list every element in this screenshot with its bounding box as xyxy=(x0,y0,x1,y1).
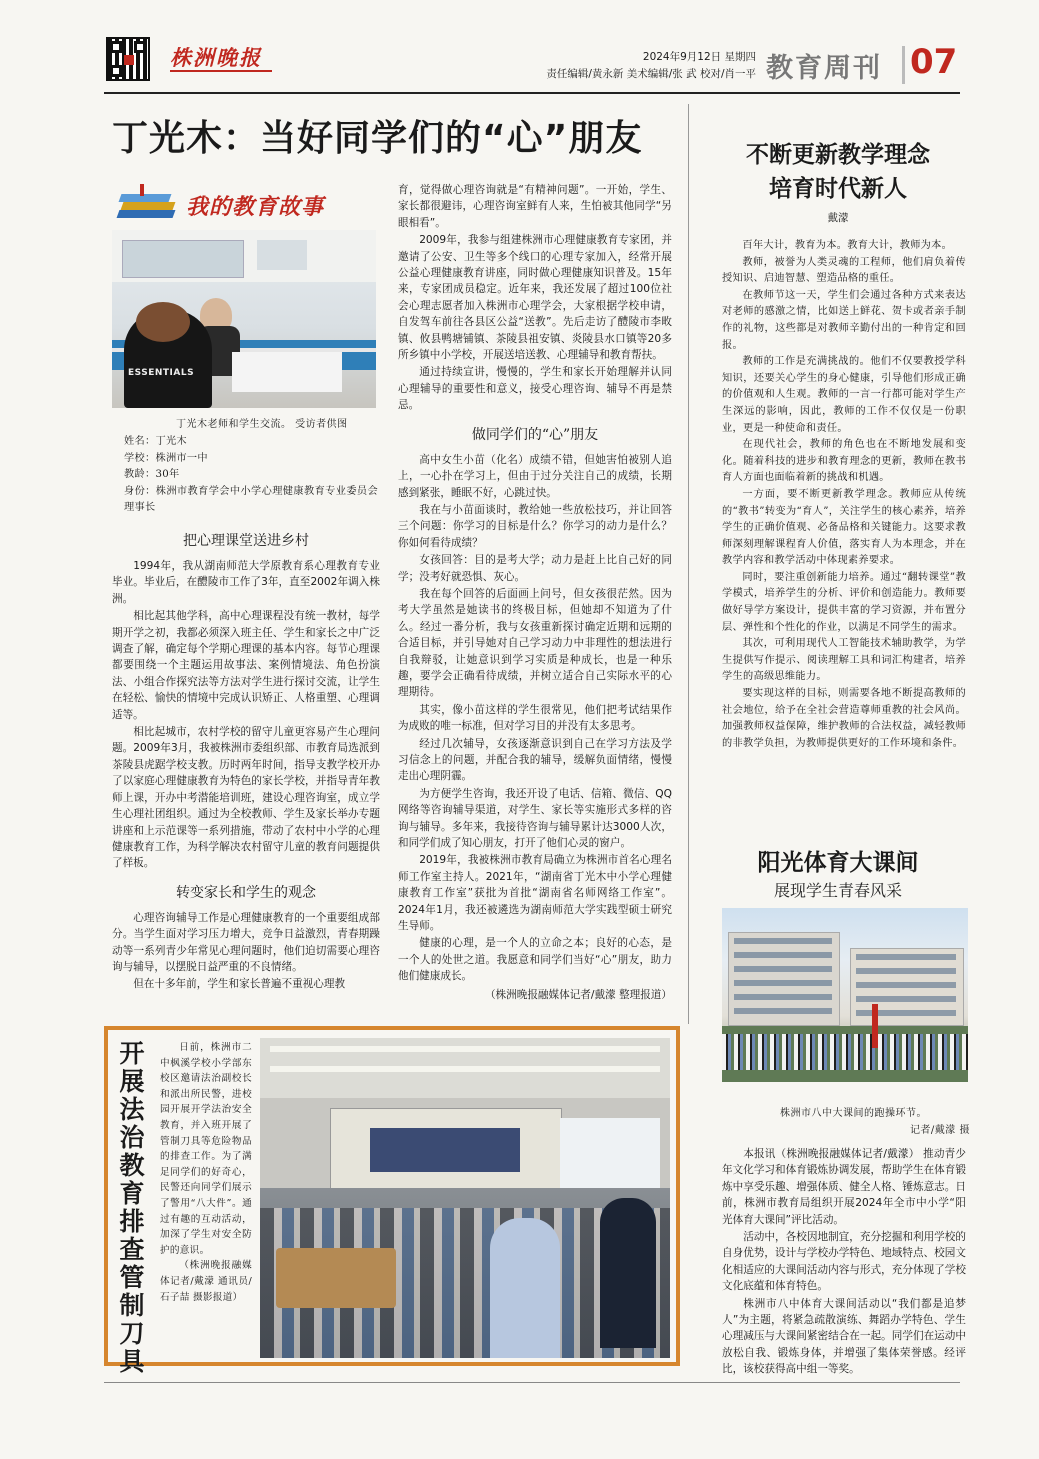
paper-logo: 株洲晚报 xyxy=(170,42,272,72)
paragraph: 一方面，要不断更新教学理念。教师应从传统的“教书”转变为“育人”，关注学生的核心素养，培养学生的正确价值观、必备品格和关键能力。这要求教师深刻理解课程育人价值，落实育人为本理念，并在教学内容和教学活动中体现素养要求。 xyxy=(722,488,966,567)
profile-school: 学校：株洲市一中 xyxy=(124,452,208,464)
paragraph: 本报讯（株洲晚报融媒体记者/戴濛） 推动青少年文化学习和体育锻炼协调发展，帮助学生在体育锻炼中享受乐趣、增强体质、健全人格、锤炼意志。日前，株洲市教育局组织开展2024年全市中小学“阳光体育大课间”评比活动。 xyxy=(722,1148,966,1226)
paragraph: 经过几次辅导，女孩逐渐意识到自己在学习方法及学习信念上的问题，并配合我的辅导，缓解负面情绪，慢慢走出心理阴霾。 xyxy=(398,737,672,783)
paragraph: 2009年，我参与组建株洲市心理健康教育专家团，并邀请了公安、卫生等多个线口的心理专家加入，经常开展公益心理健康教育讲座，同时做心理健康知识普及。15年来，专家团成员稳定。近年来，我还发展了超过100位社会心理志愿者加入株洲市心理学会，大家根据学校申请，自发驾车前往各县区公益“送教”。先后走访了醴陵市李畋镇、攸县鸭塘铺镇、茶陵县祖安镇、炎陵县水口镇等20多所乡镇中小学校，开展送培送教、心理辅导和教育帮扶。 xyxy=(398,234,672,362)
paragraph: 株洲市八中体育大课间活动以“我们都是追梦人”为主题，将紧急疏散演练、舞蹈办学特色、学生心理减压与大课间紧密结合在一起。同学们在运动中放松自我、锻炼身体，并增强了集体荣誉感。经评比，该校获得高中组一等奖。 xyxy=(722,1297,966,1376)
story4-photo xyxy=(722,908,968,1082)
paragraph: 为方便学生咨询，我还开设了电话、信箱、微信、QQ网络等咨询辅导渠道，对学生、家长等实施形式多样的咨询与辅导。多年来，我接待咨询与辅导累计达3000人次，和同学们成了知心朋友，打开了他们心灵的窗户。 xyxy=(398,787,672,850)
story2-headline-line-1: 不断更新教学理念 xyxy=(746,141,930,168)
paragraph: 1994年，我从湖南师范大学原教育系心理教育专业毕业。毕业后，在醴陵市工作了3年，直至2002年调入株洲。 xyxy=(112,560,380,605)
story2-body xyxy=(722,238,966,752)
story3-photo xyxy=(260,1038,670,1358)
story1-photo: ESSENTIALS xyxy=(112,230,376,408)
story4-photo-caption-2: 记者/戴濛 摄 xyxy=(909,1125,970,1136)
profile-box xyxy=(124,434,378,517)
story1-headline: 丁光木：当好同学们的“心”朋友 xyxy=(112,118,643,159)
paragraph: 高中女生小苗（化名）成绩不错，但她害怕被别人追上，一心扑在学习上，但由于过分关注自己的成绩，长期感到紧张，睡眠不好，心跳过快。 xyxy=(398,453,672,499)
paragraph: 日前，株洲市二中枫溪学校小学部东校区邀请法治副校长和派出所民警，进校园开展开学法治安全教育，并入班开展了管制刀具等危险物品的排查工作。为了满足同学们的好奇心，民警还向同学们展示了警用“八大件”。通过有趣的互动活动，加深了学生对安全防护的意识。 xyxy=(160,1042,252,1256)
profile-name: 姓名：丁光木 xyxy=(124,436,187,447)
paragraph: 其实，像小苗这样的学生很常见，他们把考试结果作为成败的唯一标准，但对学习目的并没有太多思考。 xyxy=(398,703,672,733)
story4-headline: 阳光体育大课间 xyxy=(757,849,919,876)
subheading-3: 做同学们的“心”朋友 xyxy=(471,426,599,443)
paragraph: 相比起其他学科，高中心理课程没有统一教材，每学期开学之初，我都必须深入班主任、学生和家长之中广泛调查了解，确定每个学期心理课的基本内容。每节心理课都要围绕一个主题运用故事法、案例情境法、角色扮演法、小组合作探究法等方法对学生进行探讨交流，让学生在轻松、愉快的情境中完成认识矫正、人格重塑、心理调适等。 xyxy=(112,610,380,721)
paragraph: 2019年，我被株洲市教育局确立为株洲市首名心理名师工作室主持人。2021年，“湖南省丁光木中小学心理健康教育工作室”获批为首批“湖南省名师网络工作室”。2024年1月，我还被遴选为湖南师范大学实践型硕士研究生导师。 xyxy=(398,854,672,933)
paragraph: 但在十多年前，学生和家长普遍不重视心理教 xyxy=(133,978,346,991)
story3-headline: 开展法治教育 排查管制刀具 xyxy=(119,1039,147,1376)
story2-headline-line-2: 培育时代新人 xyxy=(769,175,907,202)
header-rule xyxy=(104,92,960,94)
profile-years: 教龄：30年 xyxy=(124,469,180,481)
profile-title: 身份：株洲市教育学会中小学心理健康教育专业委员会理事长 xyxy=(124,485,378,514)
story3-box xyxy=(104,1026,680,1376)
story1-column-1 xyxy=(112,520,380,994)
paragraph: 教师，被誉为人类灵魂的工程师，他们肩负着传授知识、启迪智慧、塑造品格的重任。 xyxy=(722,256,966,285)
page-number: 07 xyxy=(910,42,958,82)
editor-credits: 责任编辑/黄永新 美术编辑/张 武 校对/肖一平 xyxy=(546,68,756,80)
column-banner: 我的教育故事 xyxy=(112,182,376,226)
paragraph: 在教师节这一天，学生们会通过各种方式来表达对老师的感激之情，比如送上鲜花、贺卡或者亲手制作的礼物，这些都是对教师辛勤付出的一种肯定和回报。 xyxy=(722,289,966,351)
qr-code xyxy=(106,37,150,81)
paragraph: 相比起城市，农村学校的留守儿童更容易产生心理问题。2009年3月，我被株洲市委组织部、市教育局选派到茶陵县虎踞学校支教。历时两年时间，指导支教学校开办了以家庭心理健康教育为特色的家长学校，并指导青年教师上课，开办中考潜能培训班，建设心理咨询室，成立学生心理社团组织。通过为全校教师、学生及家长举办专题讲座和上示范课等一系列措施，带动了农村中小学的心理健康教育工作，为科学解决农村留守儿童的教育问题提供了样板。 xyxy=(112,726,380,870)
story4-body xyxy=(722,1146,966,1379)
paragraph: 我在与小苗面谈时，教给她一些放松技巧，并让回答三个问题：你学习的目标是什么？你学习的动力是什么？你如何看待成绩？ xyxy=(398,503,672,549)
issue-date: 2024年9月12日 星期四 xyxy=(642,51,756,63)
paragraph: 同时，要注重创新能力培养。通过“翻转课堂”教学模式，培养学生的分析、评价和创造能力。教师要做好导学方案设计，提供丰富的学习资源，并布置分层、弹性和个性化的作业，以满足不同学生的需求。 xyxy=(722,571,966,633)
paragraph: 百年大计，教育为本。教育大计，教师为本。 xyxy=(742,240,953,251)
paragraph: 教师的工作是充满挑战的。他们不仅要教授学科知识，还要关心学生的身心健康，引导他们形成正确的价值观和人生观。教师的一言一行都可能对学生产生深远的影响，因此，教师的工作不仅仅是一份职业，更是一种使命和责任。 xyxy=(722,356,966,434)
footer-rule xyxy=(104,1382,960,1383)
section-title: 教育周刊 xyxy=(766,53,882,84)
subheading-2: 转变家长和学生的观念 xyxy=(176,884,316,901)
section-divider xyxy=(902,46,905,84)
story4-photo-caption-1: 株洲市八中大课间的跑操环节。 xyxy=(780,1108,927,1119)
story3-byline: （株洲晚报融媒体记者/戴濛 通讯员/石子喆 摄影报道） xyxy=(160,1260,252,1303)
story3-body xyxy=(160,1040,252,1305)
story1-column-2 xyxy=(398,182,672,1002)
paragraph: 健康的心理，是一个人的立命之本；良好的心态，是一个人的处世之道。我愿意和同学们当好“心”朋友，助力他们健康成长。 xyxy=(398,937,672,983)
story1-byline: （株洲晚报融媒体记者/戴濛 整理报道） xyxy=(484,988,672,1001)
paragraph: 通过持续宣讲，慢慢的，学生和家长开始理解并认同心理辅导的重要性和意义，接受心理咨询、辅导不再是禁忌。 xyxy=(398,366,672,412)
paragraph: 心理咨询辅导工作是心理健康教育的一个重要组成部分。当学生面对学习压力增大，竞争日益激烈，青春期躁动等一系列青少年常见心理问题时，他们迫切需要心理咨询与辅导，以摆脱日益严重的不良情绪。 xyxy=(112,911,380,973)
story2-author: 戴濛 xyxy=(827,212,849,224)
paragraph: 女孩回答：目的是考大学；动力是赶上比自己好的同学；没考好就恐惧、灰心。 xyxy=(398,554,672,583)
column-divider xyxy=(688,104,689,1024)
paragraph: 在现代社会，教师的角色也在不断地发展和变化。随着科技的进步和教育理念的更新，教师在教书育人方面也面临着新的挑战和机遇。 xyxy=(722,439,966,484)
paragraph: 我在每个回答的后面画上问号，但女孩很茫然。因为考大学虽然是她读书的终极目标，但她却不知道为了什么。经过一番分析，我与女孩重新探讨确定近期和远期的合适目标，并引导她对自己学习动力中非理性的想法进行自我辩驳，让她意识到学习实质是种成长，也是一种乐趣，要学会正确看待成绩，并树立适合自己实际水平的心理期待。 xyxy=(398,587,672,699)
subheading-1: 把心理课堂送进乡村 xyxy=(183,533,309,549)
paragraph: 要实现这样的目标，则需要各地不断提高教师的社会地位，给予在全社会营造尊师重教的社会风尚。加强教师权益保障，维护教师的合法权益，减轻教师的非教学负担，为教师提供更好的工作环境和条件。 xyxy=(722,688,966,749)
story2-headline xyxy=(700,138,976,206)
books-icon xyxy=(118,190,176,220)
paragraph: 活动中，各校因地制宜，充分挖掘和利用学校的自身优势，设计与学校办学特色、地域特点、校园文化相适应的大课间活动内容与形式，充分体现了学校文化底蕴和体育特色。 xyxy=(722,1231,966,1293)
paragraph: 其次，可利用现代人工智能技术辅助教学，为学生提供写作提示、阅读理解工具和词汇构建者，培养学生的高级思维能力。 xyxy=(722,638,966,683)
story1-photo-caption: 丁光木老师和学生交流。 受访者供图 xyxy=(176,419,348,430)
paragraph: 育，觉得做心理咨询就是“有精神问题”。一开始，学生、家长都很避讳，心理咨询室鲜有人来，生怕被其他同学“另眼相看”。 xyxy=(398,184,672,229)
story4-subheadline: 展现学生青春风采 xyxy=(773,881,902,900)
